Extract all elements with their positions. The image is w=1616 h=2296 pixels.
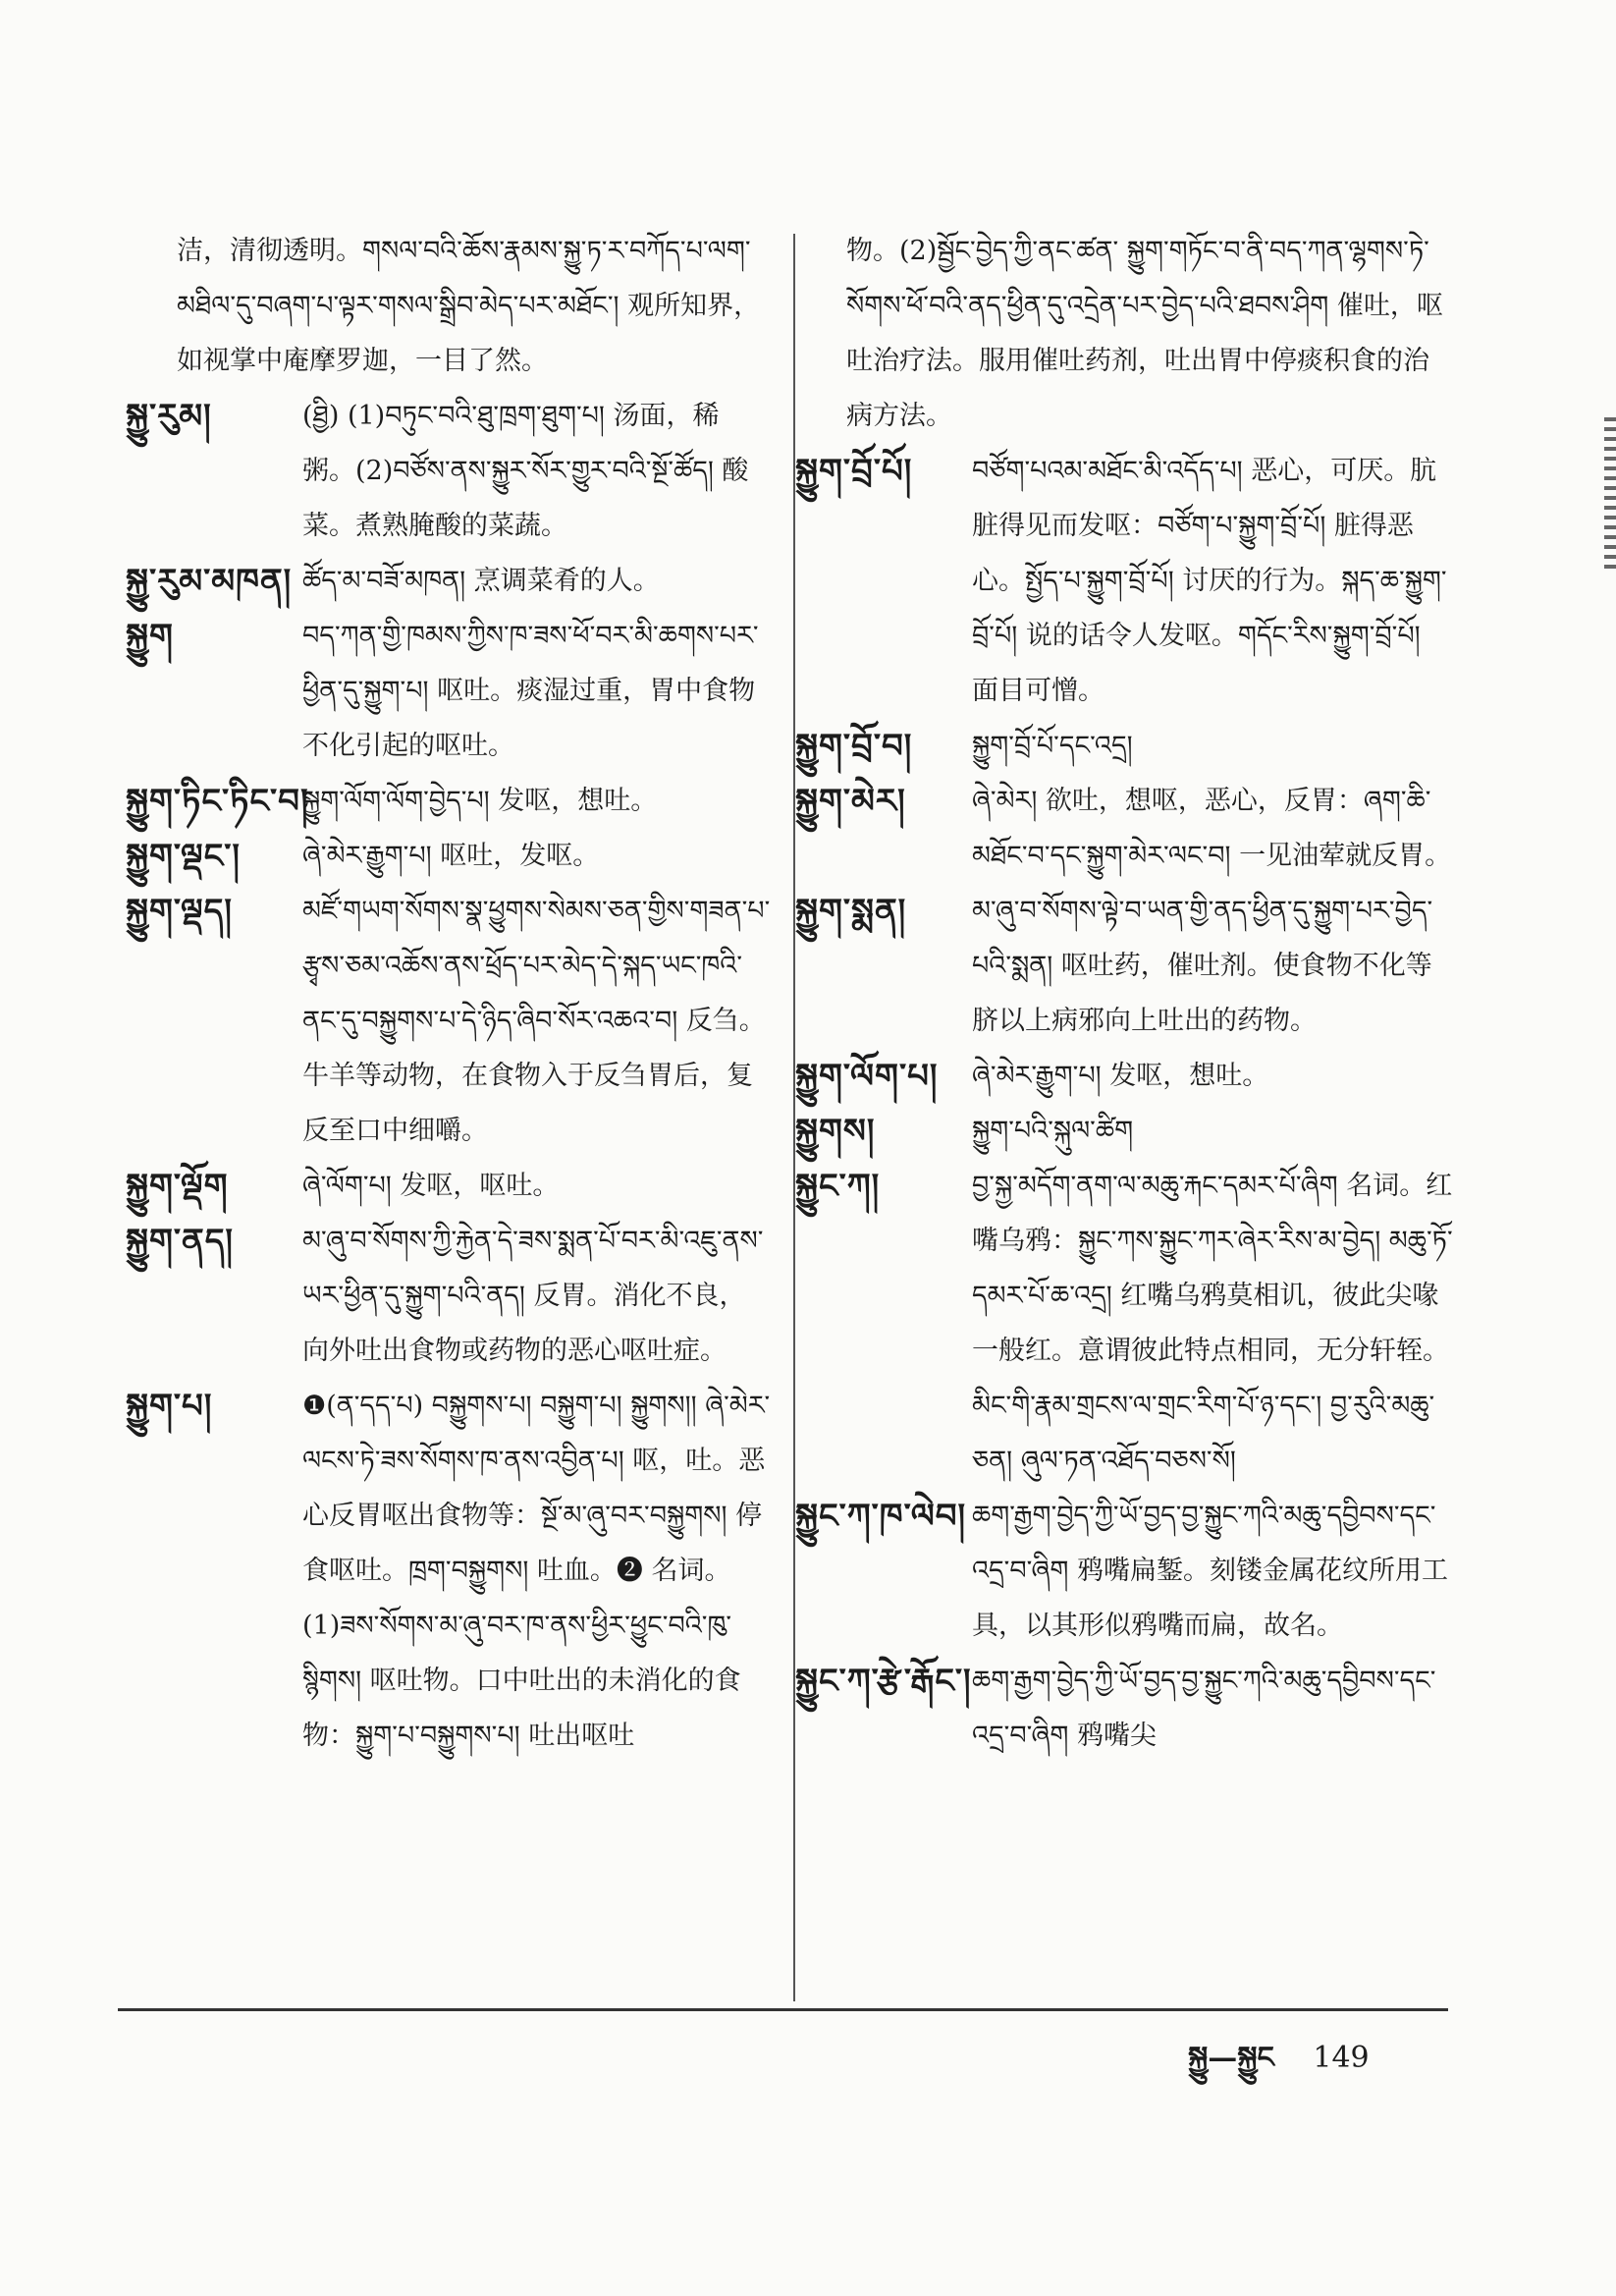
entry-definition: སྐྱུག་ལོག་ལོག་བྱེད་པ། 发呕，想吐。	[302, 786, 658, 816]
dictionary-entry	[126, 609, 771, 774]
entry-definition: ཞེ་མེར་རྒྱུག་པ། 发呕，想吐。	[972, 1061, 1269, 1091]
entry-headword: སྐྱུག་བྲོ་བ།	[795, 727, 913, 766]
entry-headword: སྐྱུག་སྨན།	[795, 892, 907, 931]
entry-headword: སྐྱུང་ཀ་རྩེ་རྒོང་།	[795, 1662, 972, 1701]
entry-definition: (ཐྱི) (1)བཏུང་བའི་ཐུ་ཁྲག་ཐུག་པ། 汤面，稀粥。(2)བཙོས་ནས་སྐྱུར་སོར་གྱུར་བའི་སྔོ་ཚོད། 酸菜。煮熟腌酸的菜蔬。	[302, 401, 749, 541]
dictionary-entry	[795, 1104, 1455, 1159]
entry-headword: སྐྱུག་ལྡད།	[126, 892, 233, 931]
entry-headword: སྐྱུང་ཀ།	[795, 1167, 881, 1206]
entry-definition: ཞེ་ལོག་པ། 发呕，呕吐。	[302, 1171, 560, 1201]
entry-headword: སྐྱུག་ལོག་པ།	[795, 1057, 939, 1096]
dictionary-entry	[126, 829, 771, 884]
entry-headword: སྐྱུག་བྲོ་པོ།	[795, 452, 913, 491]
entry-headword: སྐྱུ་རུམ་མཁན།	[126, 562, 293, 601]
entry-definition: ཞེ་མེར། 欲吐，想呕，恶心，反胃：ཞག་ཆི་མཐོང་བ་དང་སྐྱུག་མེར་ལང་བ། 一见油荤就反胃。	[972, 786, 1452, 871]
dictionary-entry	[795, 774, 1455, 884]
dictionary-entry	[795, 1049, 1455, 1104]
dictionary-entry	[795, 719, 1455, 774]
entry-definition: ཞེ་མེར་རྒྱུག་པ། 呕吐，发呕。	[302, 841, 600, 871]
dictionary-entry	[126, 389, 771, 554]
entry-headword: སྐྱུག་པ།	[126, 1387, 213, 1426]
left-entries	[126, 389, 771, 1764]
entry-headword: སྐྱུག་ལྡོག	[126, 1167, 229, 1206]
entry-definition: ཆག་རྒྱག་བྱེད་ཀྱི་ཡོ་བྱད་བྱ་སྐྱུང་ཀའི་མཆུ་དབྱིབས་དང་འདྲ་བ་ཞིག 鸦嘴扁錾。刻镂金属花纹所用工具，以其形似鸦嘴而扁，故名。	[972, 1501, 1448, 1641]
left-column	[126, 224, 771, 1764]
entry-definition: ❶(ན་དད་པ) བསྐྱུགས་པ། བསྐྱུག་པ། སྐྱུགས།། ཞེ་མེར་ལངས་ཏེ་ཟས་སོགས་ཁ་ནས་འབྱིན་པ། 呕，吐。恶心反胃呕出食物等：སྔོ་མ་ཞུ་བར་བསྐྱུགས། 停食呕吐。ཁྲག་བསྐྱུགས། 吐血。❷ 名词。(1)ཟས་སོགས་མ་ཞུ་བར་ཁ་ནས་ཕྱིར་ཕྱུང་བའི་ཁུ་སྙིགས། 呕吐物。口中吐出的未消化的食物：སྐྱུག་པ་བསྐྱུགས་པ། 吐出呕吐	[302, 1391, 771, 1751]
entry-definition: མཛོ་གཡག་སོགས་སྣ་ཕྱུགས་སེམས་ཅན་གྱིས་གཟན་པ་རྩྭས་ཅམ་འཆོས་ནས་ཕྲོད་པར་མེད་དེ་སྐད་ཡང་ཁའི་ནང་དུ་བསྐྱུགས་པ་དེ་ཉིད་ཞིབ་སོར་འཆའ་བ། 反刍。牛羊等动物，在食物入于反刍胃后，复反至口中细嚼。	[302, 896, 771, 1146]
dictionary-entry	[126, 1214, 771, 1379]
dictionary-entry	[795, 1489, 1455, 1654]
dictionary-entry	[795, 1159, 1455, 1489]
guide-words: སྐྱུ—སྐྱུང	[1188, 2041, 1274, 2075]
footer-rule	[118, 2008, 1448, 2011]
right-column	[795, 224, 1455, 1764]
dictionary-entry	[126, 554, 771, 609]
entry-definition: བད་ཀན་གྱི་ཁམས་ཀྱིས་ཁ་ཟས་ཕོ་བར་མི་ཆགས་པར་ཕྱིན་དུ་སྐྱུག་པ། 呕吐。痰湿过重，胃中食物不化引起的呕吐。	[302, 621, 759, 761]
right-continuation-text: 物。(2)སྦྱོང་བྱེད་ཀྱི་ནང་ཚན་ སྐྱུག་གཏོང་བ་ནི་བད་ཀན་ལྷགས་ཏེ་སོགས་ཕོ་བའི་ནད་ཕྱིན་དུ་འདྲེན་པར་བྱེད་པའི་ཐབས་ཤིག 催吐，呕吐治疗法。服用催吐药剂，吐出胃中停痰积食的治病方法。	[846, 236, 1443, 431]
dictionary-entry	[795, 444, 1455, 719]
dictionary-entry	[126, 774, 771, 829]
entry-headword: སྐྱུང་ཀ་ཁ་ལེབ།	[795, 1497, 967, 1536]
entry-definition: སྐྱུག་པའི་སྐུལ་ཚིག	[972, 1116, 1134, 1146]
entry-headword: སྐྱུག་ཏིང་ཏིང་བ།	[126, 782, 309, 821]
entry-definition: ཚོད་མ་བཟོ་མཁན། 烹调菜肴的人。	[302, 566, 660, 596]
entry-headword: སྐྱུག་མེར།	[795, 782, 906, 821]
dictionary-entry	[126, 884, 771, 1159]
dictionary-entry	[795, 1654, 1455, 1764]
entry-definition: བྱ་སྐྱ་མདོག་ནག་ལ་མཆུ་རྐང་དམར་པོ་ཞིག 名词。红嘴乌鸦：སྐྱུང་ཀས་སྐྱུང་ཀར་ཞེར་རིས་མ་བྱེད། མཆུ་ཏོ་དམར་པོ་ཆ་འདྲ། 红嘴乌鸦莫相讥，彼此尖喙一般红。意谓彼此特点相同，无分轩轾。མིང་གི་རྣམ་གྲངས་ལ་གྲང་རིག་པོ་ཉ་དང་། བྱ་རུའི་མཆུ་ཅན། ཞུལ་ཏན་འཐོད་བཅས་སོ།	[972, 1171, 1453, 1476]
entry-headword: སྐྱུག་ལྡང་།	[126, 837, 241, 876]
entry-headword: སྐྱུ་རུམ།	[126, 397, 212, 436]
right-entries	[795, 444, 1455, 1764]
entry-definition: མ་ཞུ་བ་སོགས་ཀྱི་རྐྱེན་དེ་ཟས་སྨན་པོ་བར་མི་འཇུ་ནས་ཡར་ཕྱིན་དུ་སྐྱུག་པའི་ནད། 反胃。消化不良，向外吐出食物或药物的恶心呕吐症。	[302, 1226, 764, 1366]
dictionary-entry	[126, 1379, 771, 1764]
entry-headword: སྐྱུག	[126, 617, 174, 656]
entry-definition: སྐྱུག་བྲོ་པོ་དང་འདྲ།	[972, 731, 1133, 761]
entry-headword: སྐྱུག་ནད།	[126, 1222, 234, 1261]
left-continuation-text: 洁，清彻透明。གསལ་བའི་ཆོས་རྣམས་སྐྱུ་ཏ་ར་བཀོད་པ་ལག་མཐིལ་དུ་བཞག་པ་ལྟར་གསལ་སྒྲིབ་མེད་པར་མཐོང་། 观所知界，如视掌中庵摩罗迦，一目了然。	[177, 236, 761, 376]
entry-definition: བཙོག་པའམ་མཐོང་མི་འདོད་པ། 恶心，可厌。肮脏得见而发呕：བཙོག་པ་སྐྱུག་བྲོ་པོ། 脏得恶心。སྤྱོད་པ་སྐྱུག་བྲོ་པོ། 讨厌的行为。སྐད་ཆ་སྐྱུག་བྲོ་པོ། 说的话令人发呕。གདོང་རིས་སྐྱུག་བྲོ་པོ། 面目可憎。	[972, 456, 1447, 706]
entry-definition: ཆག་རྒྱག་བྱེད་ཀྱི་ཡོ་བྱད་བྱ་སྐྱུང་ཀའི་མཆུ་དབྱིབས་དང་འདྲ་བ་ཞིག 鸦嘴尖	[972, 1666, 1436, 1751]
page-edge-marks	[1604, 417, 1616, 574]
dictionary-entry	[126, 1159, 771, 1214]
entry-definition: མ་ཞུ་བ་སོགས་ལྟེ་བ་ཡན་གྱི་ནད་ཕྱིན་དུ་སྐྱུག་པར་བྱེད་པའི་སྨན། 呕吐药，催吐剂。使食物不化等脐以上病邪向上吐出的药物。	[972, 896, 1433, 1036]
entry-headword: སྐྱུགས།	[795, 1112, 876, 1151]
dictionary-entry	[795, 884, 1455, 1049]
page-number: 149	[1313, 2041, 1370, 2075]
page-footer	[1188, 2025, 1370, 2107]
